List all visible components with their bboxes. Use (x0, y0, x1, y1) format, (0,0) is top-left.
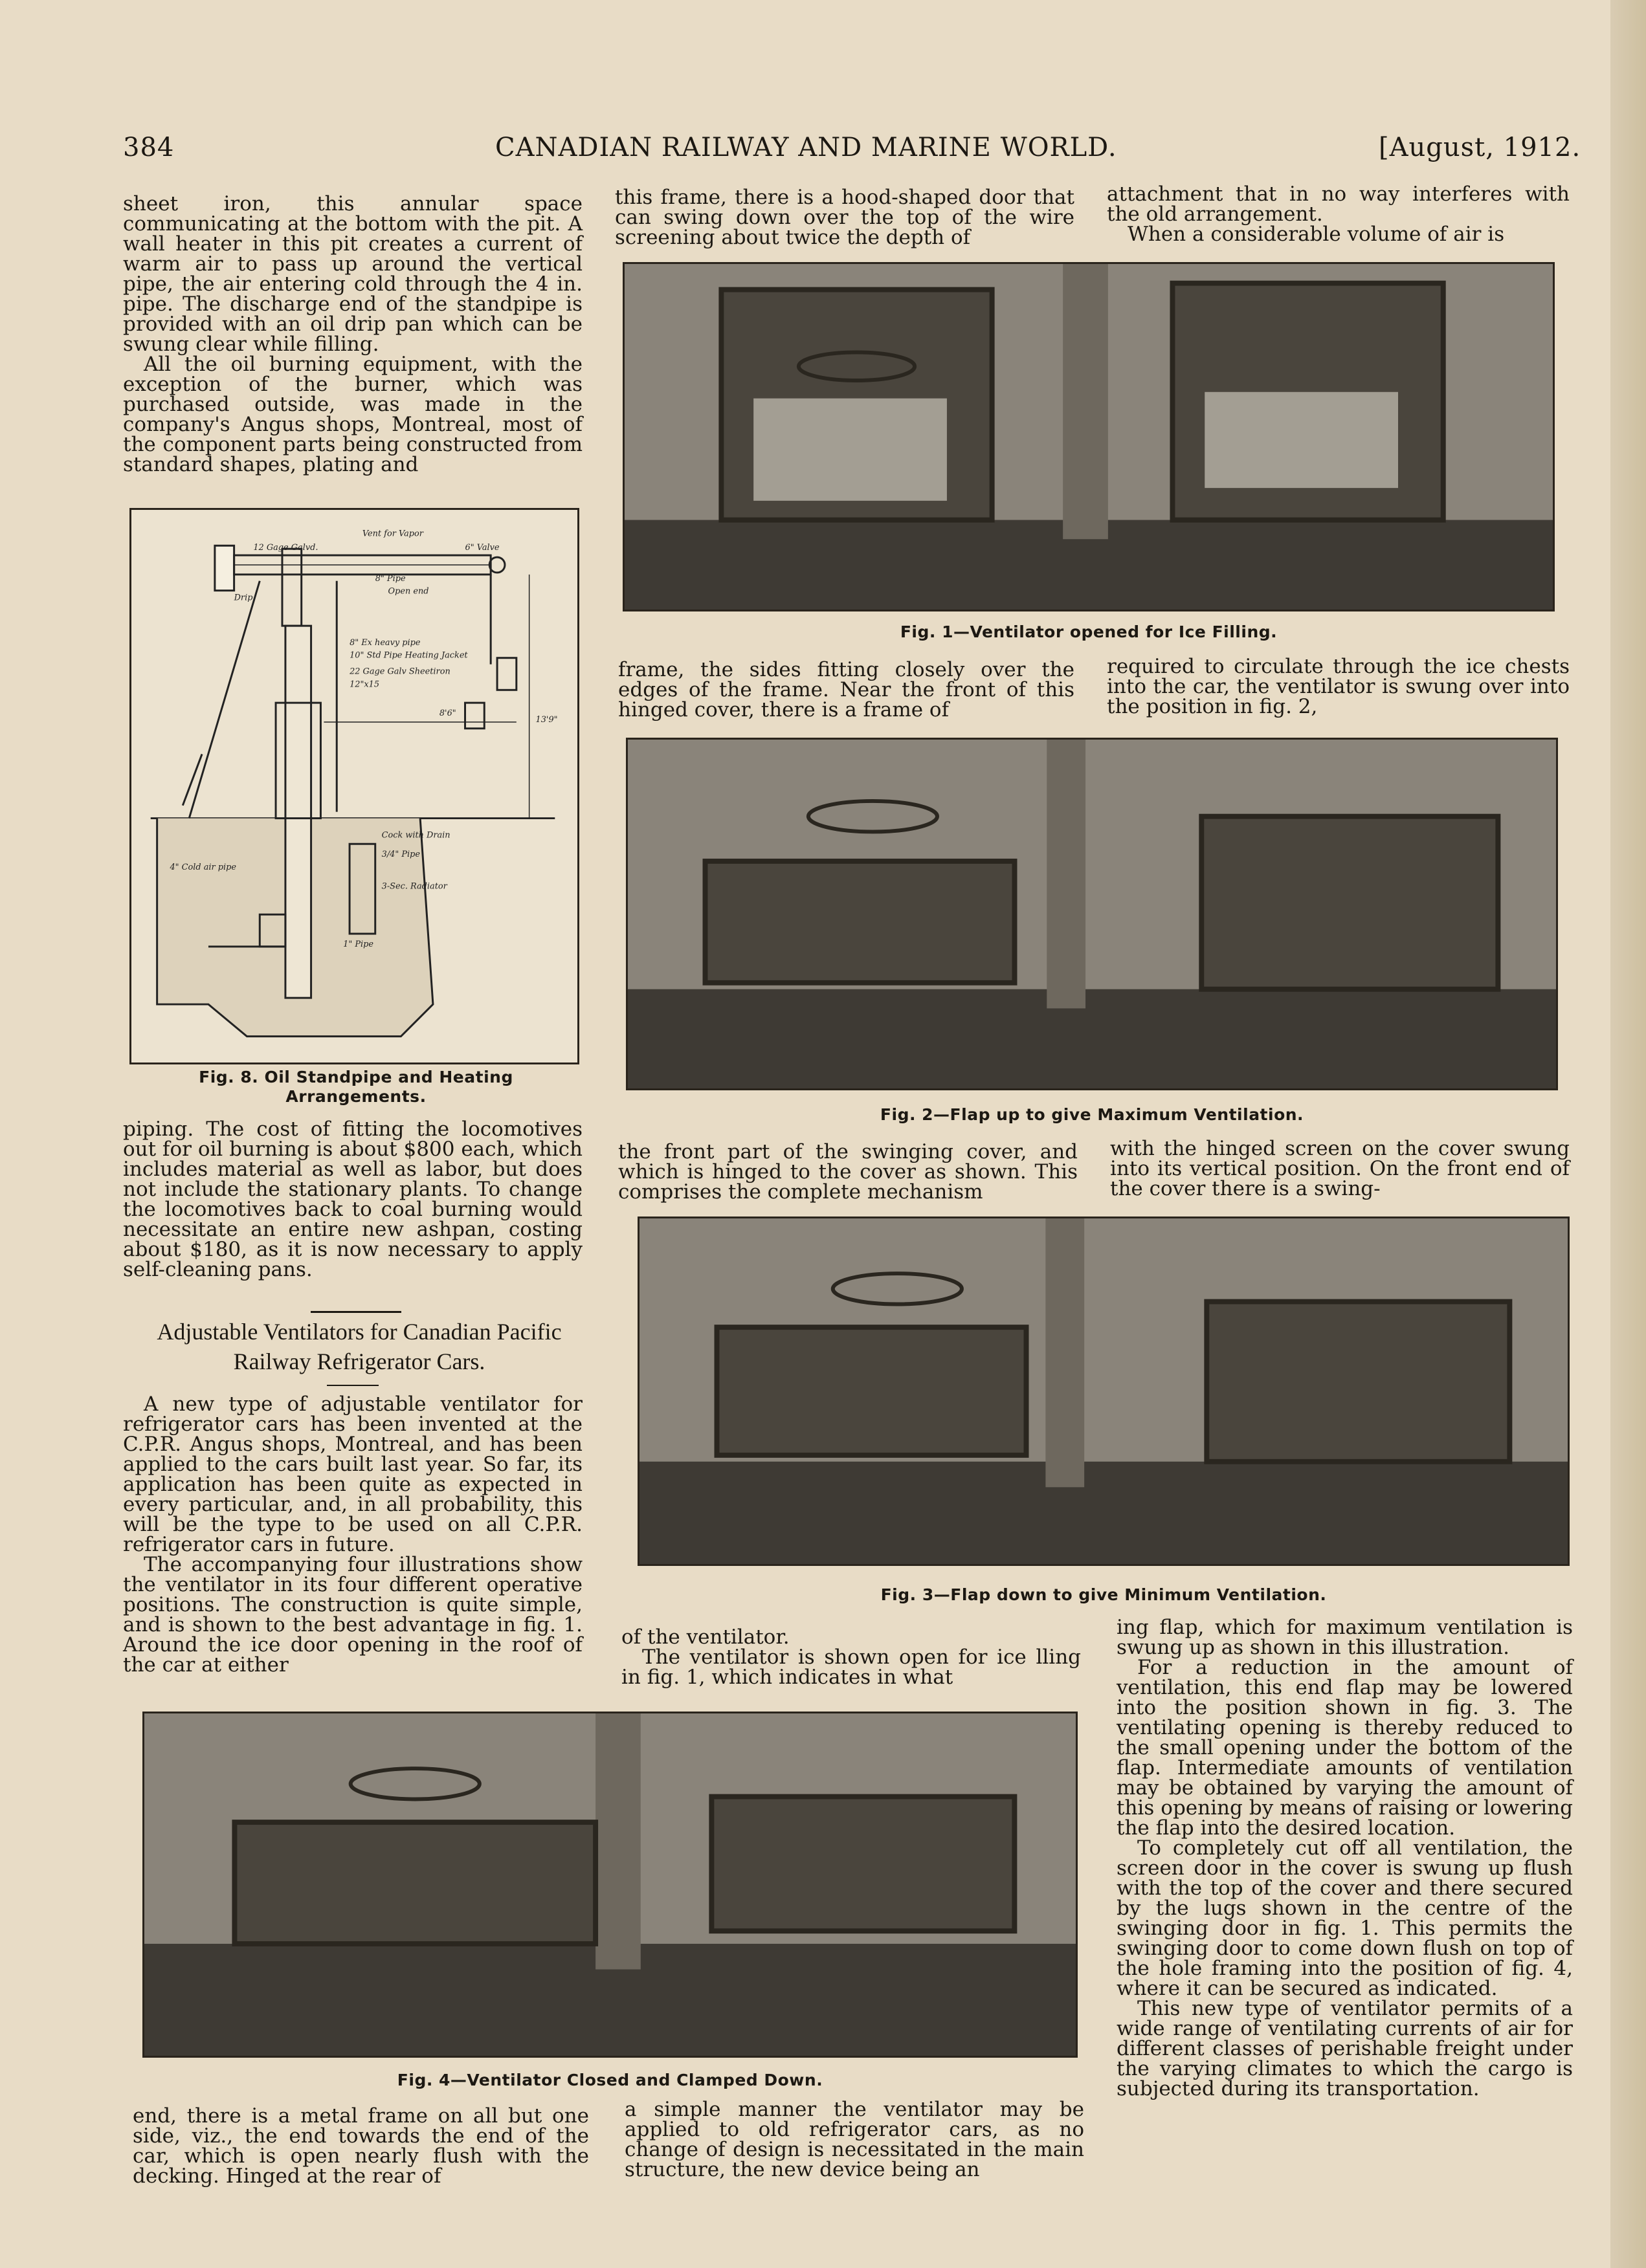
column1-article (123, 1394, 583, 1675)
paragraph: attachment that in no way interferes with the old arrangement. (1107, 182, 1570, 226)
paragraph: This new type of ventilator permits of a wide range of ventilating currents of air for different classes of perishable freight under the varying climates to which the cargo is subjected during its transportation. (1117, 1997, 1573, 2100)
fig4-caption: Fig. 4—Ventilator Closed and Clamped Down. (397, 2071, 823, 2089)
paragraph: the front part of the swinging cover, and which is hinged to the cover as shown. This comprises the complete mechanism (618, 1140, 1078, 1204)
column2-block1 (618, 660, 1074, 720)
paragraph: of the ventilator. (621, 1625, 790, 1649)
column1-bottom (133, 2106, 589, 2186)
fig8-label: 22 Gage Galv Sheetiron (350, 666, 450, 677)
fig8-label: 8" Pipe (375, 573, 406, 584)
fig3-photo (638, 1217, 1570, 1566)
paragraph: ing flap, which for maximum ventilation is swung up as shown in this illustration. (1117, 1616, 1573, 1659)
paragraph: For a reduction in the amount of ventilation, this end flap may be lowered into the position shown in fig. 3. The ventilating opening is thereby reduced to the small opening under the bottom of the flap. Intermediate amounts of ventilation may be obtained by varying the amount of this opening by means of raising or lowering the flap into the desired location. (1117, 1656, 1573, 1840)
paragraph: required to circulate through the ice chests into the car, the ventilator is swung over into the position in fig. 2, (1107, 655, 1570, 718)
fig8-label: 8'6" (439, 708, 456, 718)
paragraph: When a considerable volume of air is (1128, 223, 1505, 246)
article-title-line: Adjustable Ventilators for Canadian Pacific (157, 1319, 562, 1345)
issue-date: [August, 1912. (1379, 133, 1581, 162)
paragraph: The accompanying four illustrations show the ventilator in its four different operative positions. The construction is quite simple, and is shown to the best advantage in fig. 1. Around the ice door opening in the roof of the car at either (123, 1553, 583, 1677)
fig8-caption: Fig. 8. Oil Standpipe and Heating Arrangements. (199, 1068, 513, 1106)
fig8-label: Cock with Drain (381, 830, 450, 841)
fig8-label: 10" Std Pipe Heating Jacket (350, 650, 468, 661)
paragraph: piping. The cost of fitting the locomotives out for oil burning is about $800 each, which includes material as well as labor, but does not include the stationary plants. To change the locomotives back to coal burning would necessitate an entire new ashpan, costing about $180, as it is now necessary to apply self-cleaning pans. (123, 1117, 583, 1281)
fig8-label: Open end (388, 586, 429, 597)
divider (311, 1311, 401, 1313)
column2-bottom (625, 2100, 1084, 2180)
article-title (126, 1317, 592, 1376)
journal-title: CANADIAN RAILWAY AND MARINE WORLD. (495, 133, 1117, 162)
paragraph: A new type of adjustable ventilator for refrigerator cars has been invented at the C.P.R. Angus shops, Montreal, and has been applied to the cars built last year. So far, its application has been quite as expected in every particular, and, in all probability, this will be the type to be used on all C.P.R. refrigerator cars in future. (123, 1393, 583, 1556)
fig8-label: 3/4" Pipe (381, 850, 421, 860)
paragraph: this frame, there is a hood-shaped door that can swing down over the top of the wire screening about twice the depth of (615, 186, 1074, 249)
fig8-drawing (129, 508, 579, 1064)
column3-block2 (1110, 1139, 1570, 1199)
paragraph: frame, the sides fitting closely over the edges of the frame. Near the front of this hinged cover, there is a frame of (618, 658, 1074, 721)
fig4-photo (142, 1712, 1078, 2058)
fig8-label: Vent for Vapor (362, 529, 423, 539)
column3-block1 (1107, 657, 1570, 717)
fig2-caption: Fig. 2—Flap up to give Maximum Ventilation. (880, 1105, 1304, 1124)
page-number: 384 (123, 133, 175, 162)
page-edge (1610, 0, 1646, 2268)
standpipe-diagram (131, 510, 577, 1062)
fig8-label: 6" Valve (465, 543, 500, 553)
column3-top (1107, 184, 1570, 245)
column3-block3 (1117, 1618, 1573, 2099)
paragraph: All the oil burning equipment, with the exception of the burner, which was purchased outside, was made in the company's Angus shops, Montreal, most of the component parts being constructed from standard shapes, plating and (123, 353, 583, 476)
paragraph: a simple manner the ventilator may be applied to old refrigerator cars, as no change of design is necessitated in the main structure, the new device being an (625, 2098, 1084, 2181)
paragraph: The ventilator is shown open for ice lling in fig. 1, which indicates in what (621, 1646, 1081, 1689)
fig1-caption: Fig. 1—Ventilator opened for Ice Filling. (900, 622, 1278, 641)
column2-block2 (618, 1142, 1078, 1202)
fig8-label: 1" Pipe (343, 939, 374, 949)
paragraph: To completely cut off all ventilation, the screen door in the cover is swung up flush with the top of the cover and there secured by the lugs shown in the centre of the swinging door in fig. 1. This permits the swinging door to come down flush on top of the hole framing into the position of fig. 4, where it can be secured as indicated. (1117, 1836, 1573, 2000)
fig8-label: 4" Cold air pipe (170, 862, 237, 872)
article-title-line: Railway Refrigerator Cars. (233, 1349, 485, 1374)
column2-block3 (621, 1627, 1081, 1688)
fig8-label: 13'9" (535, 714, 558, 725)
paragraph: with the hinged screen on the cover swung into its vertical position. On the front end of the cover there is a swing- (1110, 1137, 1570, 1200)
fig8-label: Drip (234, 593, 253, 603)
fig8-label: 8" Ex heavy pipe (350, 637, 421, 648)
fig1-photo (623, 262, 1555, 611)
paragraph: sheet iron, this annular space communicating at the bottom with the pit. A wall heater in this pit creates a current of warm air to pass up around the vertical pipe, the air entering cold through the 4 in. pipe. The discharge end of the standpipe is provided with an oil drip pan which can be swung clear while filling. (123, 192, 583, 356)
fig3-caption: Fig. 3—Flap down to give Minimum Ventilation. (880, 1585, 1327, 1604)
column1-mid (123, 1119, 583, 1280)
paragraph: end, there is a metal frame on all but one side, viz., the end towards the end of the car, which is open nearly flush with the decking. Hinged at the rear of (133, 2104, 589, 2188)
column2-top (615, 188, 1074, 248)
fig8-label: 12 Gage Galvd. (253, 543, 318, 553)
column1-top (123, 194, 583, 475)
divider (327, 1385, 379, 1386)
fig2-photo (626, 738, 1558, 1090)
fig8-label: 3-Sec. Radiator (381, 881, 447, 892)
fig8-label: 12"x15 (350, 679, 380, 690)
